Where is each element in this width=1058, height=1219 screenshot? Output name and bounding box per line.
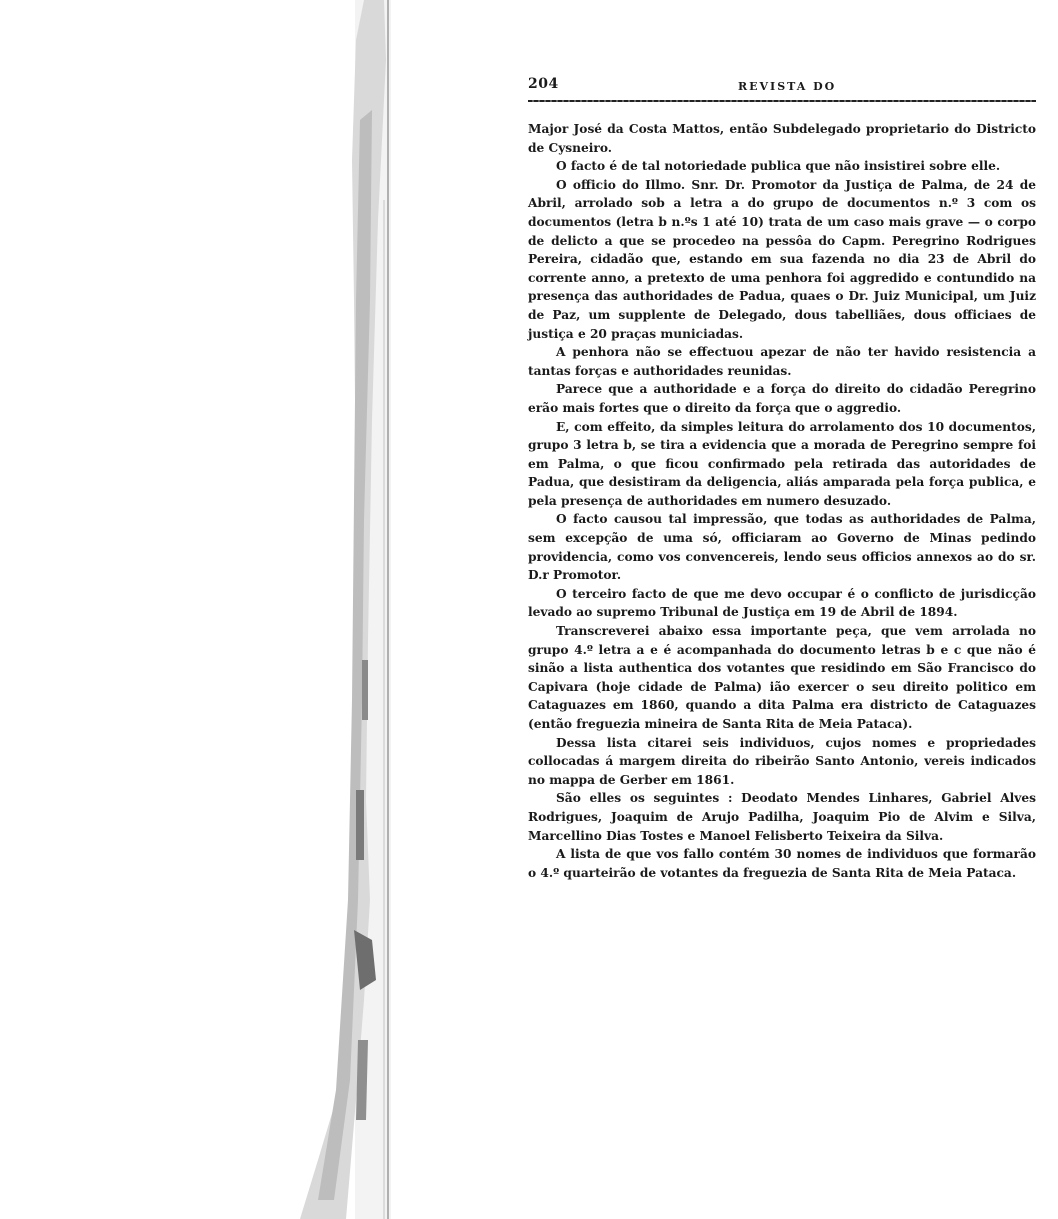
paragraph: O facto causou tal impressão, que todas as authoridades de Palma, sem excepção de uma só, officiaram ao Governo de Minas pedindo providencia, como vos convencereis, lendo seus officios annexos ao do sr. D.r Promotor.	[528, 512, 1036, 583]
page-number: 204	[528, 76, 559, 92]
paragraph: O facto é de tal notoriedade publica que não insistirei sobre elle.	[556, 159, 1001, 174]
paragraph: E, com effeito, da simples leitura do arrolamento dos 10 documentos, grupo 3 letra b, se tira a evidencia que a morada de Peregrino sempre foi em Palma, o que ficou confirmado pela retirada das autoridades de Padua, que desistiram da deligencia, aliás amparada pela força publica, e pela presença de authoridades em numero desuzado.	[528, 419, 1036, 508]
page-gutter-shadow	[0, 0, 420, 1219]
paragraph: A penhora não se effectuou apezar de não ter havido resistencia a tantas forças e authoridades reunidas.	[528, 345, 1036, 378]
header-rule	[528, 100, 1036, 102]
paragraph: Major José da Costa Mattos, então Subdelegado proprietario do Districto de Cysneiro.	[528, 122, 1036, 155]
paragraph: O officio do Illmo. Snr. Dr. Promotor da Justiça de Palma, de 24 de Abril, arrolado sob a letra a do grupo de documentos n.º 3 com os documentos (letra b n.ºs 1 até 10) trata de um caso mais grave — o corpo de delicto a que se procedeo na pessôa do Capm. Peregrino Rodrigues Pereira, cidadão que, estando em sua fazenda no dia 23 de Abril do corrente anno, a pretexto de uma penhora foi aggredido e contundido na presença das authoridades de Padua, quaes o Dr. Juiz Municipal, um Juiz de Paz, um supplente de Delegado, dous tabelliães, dous officiaes de justiça e 20 praças municiadas.	[528, 177, 1036, 341]
body-text	[528, 120, 1036, 882]
paragraph: Transcreverei abaixo essa importante peça, que vem arrolada no grupo 4.º letra a e é acompanhada do documento letras b e c que não é sinão a lista authentica dos votantes que residindo em São Francisco do Capivara (hoje cidade de Palma) ião exercer o seu direito politico em Cataguazes em 1860, quando a dita Palma era districto de Cataguazes (então freguezia mineira de Santa Rita de Meia Pataca).	[528, 624, 1036, 731]
running-head	[528, 76, 1036, 98]
paragraph: O terceiro facto de que me devo occupar é o conflicto de jurisdicção levado ao supremo Tribunal de Justiça em 19 de Abril de 1894.	[528, 586, 1036, 620]
paragraph: Dessa lista citarei seis individuos, cujos nomes e propriedades collocadas á margem direita do ribeirão Santo Antonio, vereis indicados no mappa de Gerber em 1861.	[528, 735, 1036, 787]
text-column	[528, 76, 1036, 882]
paragraph: A lista de que vos fallo contém 30 nomes de individuos que formarão o 4.º quarteirão de votantes da freguezia de Santa Rita de Meia Pataca.	[528, 847, 1036, 880]
paragraph: São elles os seguintes : Deodato Mendes Linhares, Gabriel Alves Rodrigues, Joaquim de Arujo Padilha, Joaquim Pio de Alvim e Silva, Marcellino Dias Tostes e Manoel Felisberto Teixeira da Silva.	[528, 791, 1036, 843]
paragraph: Parece que a authoridade e a força do direito do cidadão Peregrino erão mais fortes que o direito da força que o aggredio.	[528, 382, 1036, 415]
running-title: REVISTA DO	[738, 80, 837, 93]
